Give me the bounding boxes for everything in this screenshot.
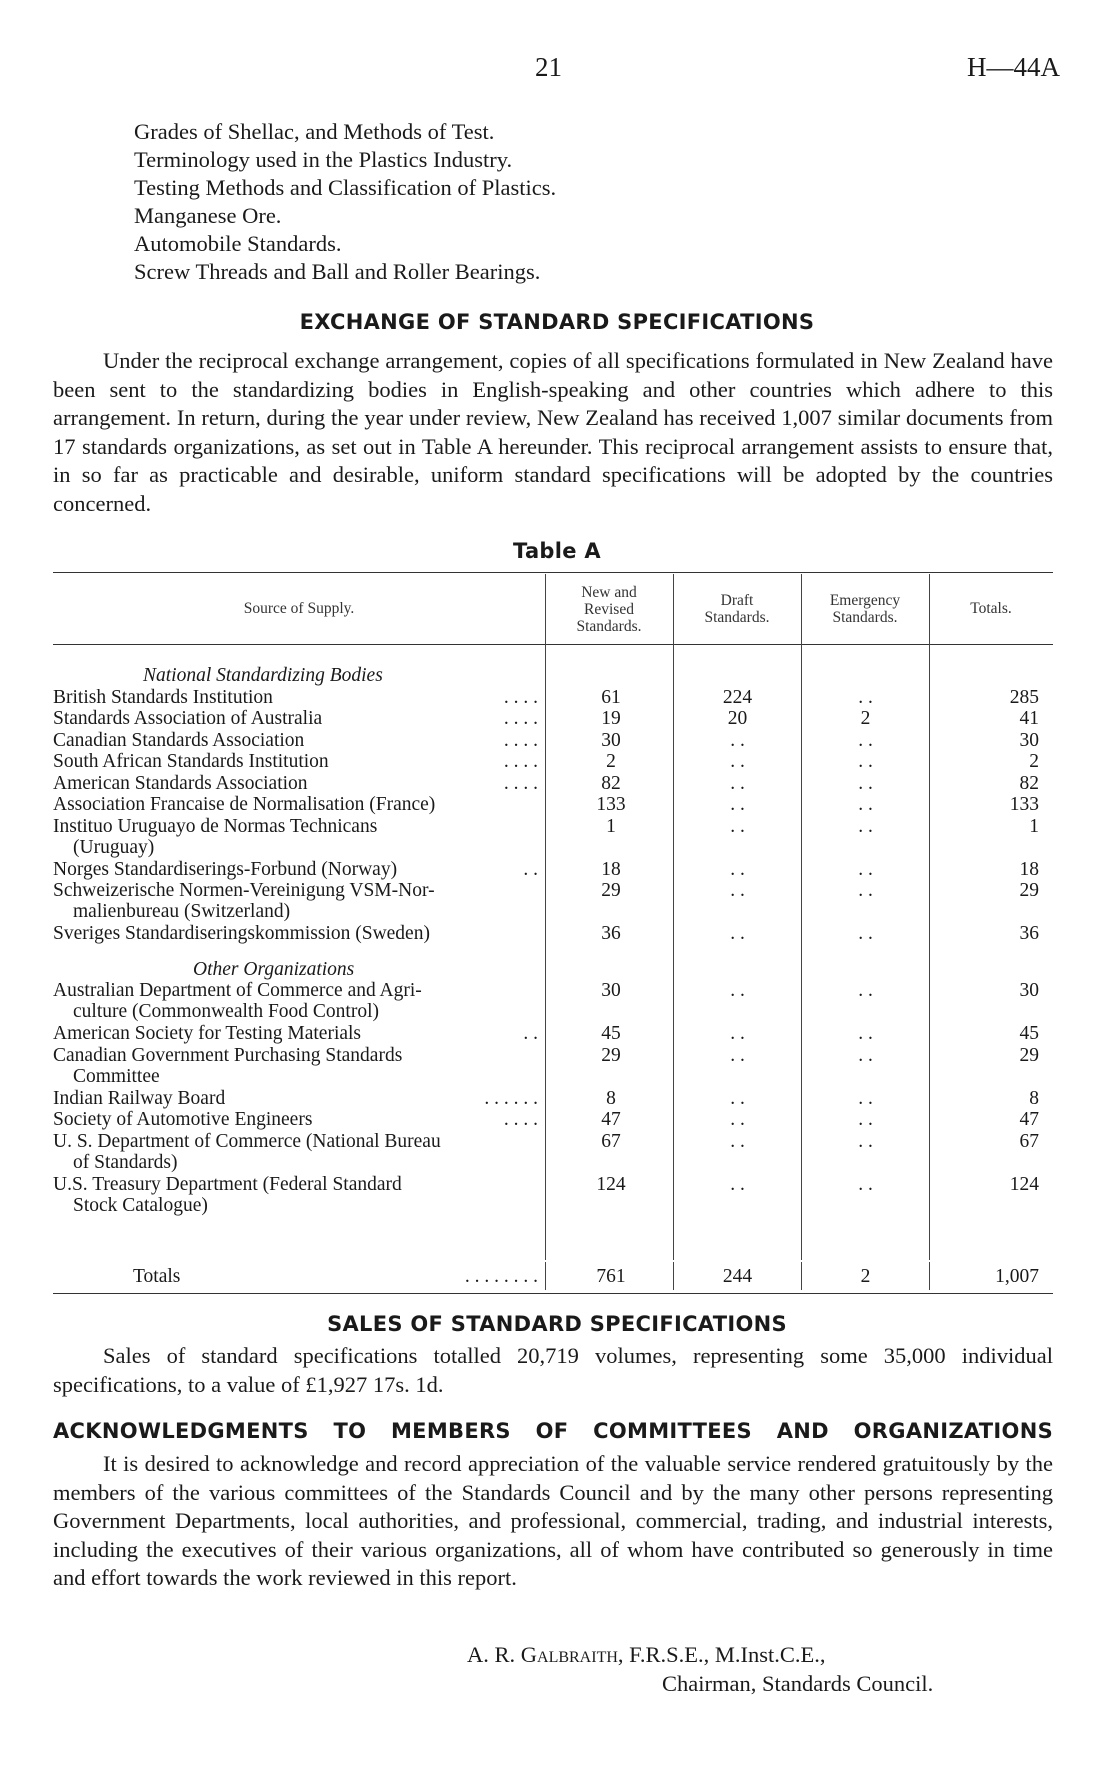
table-a-title: Table A xyxy=(513,539,601,563)
cell-new-revised: 29 xyxy=(601,880,621,901)
source-line xyxy=(53,1045,538,1066)
cell-draft: . . xyxy=(730,815,745,837)
column-divider xyxy=(545,1262,546,1290)
source-line xyxy=(53,980,538,1001)
cell-new-revised: 36 xyxy=(601,923,621,944)
cell-emergency: . . xyxy=(858,980,873,1001)
cell-emergency: 2 xyxy=(860,708,871,729)
source-line xyxy=(53,687,538,708)
cell-new-revised: 82 xyxy=(601,772,621,794)
topic-item: Terminology used in the Plastics Industry. xyxy=(134,147,513,172)
total-emergency: 2 xyxy=(860,1266,871,1287)
sales-heading: SALES OF STANDARD SPECIFICATIONS xyxy=(327,1312,787,1336)
cell-new-revised: 133 xyxy=(596,794,626,815)
source-line xyxy=(53,1195,538,1216)
source-text: (Uruguay) xyxy=(73,836,155,858)
source-line xyxy=(53,1109,538,1130)
leader-dots: . . . . xyxy=(500,1109,538,1130)
table-header-rule xyxy=(53,644,1053,645)
cell-new-revised: 1 xyxy=(606,815,616,837)
cell-new-revised: 2 xyxy=(606,751,616,772)
source-line xyxy=(53,794,538,815)
source-line xyxy=(53,859,538,880)
source-line xyxy=(53,816,538,837)
source-line xyxy=(53,1152,538,1173)
header-line: Standards. xyxy=(832,609,898,626)
cell-new-revised: 67 xyxy=(601,1130,621,1152)
source-line xyxy=(53,1066,538,1087)
source-text: malienbureau (Switzerland) xyxy=(73,901,291,922)
leader-dots: . . . . xyxy=(500,773,538,794)
header-line: New and xyxy=(581,584,637,601)
page-number: 21 xyxy=(535,52,562,82)
row-source xyxy=(53,794,538,815)
leader-dots: . . . . xyxy=(500,708,538,729)
cell-total: 41 xyxy=(1019,708,1039,729)
cell-total: 47 xyxy=(1019,1109,1039,1130)
cell-new-revised: 45 xyxy=(601,1023,621,1044)
cell-total: 1 xyxy=(1029,815,1039,837)
source-text: U. S. Department of Commerce (National Bureau xyxy=(53,1130,441,1152)
topic-item: Grades of Shellac, and Methods of Test. xyxy=(134,119,495,144)
cell-new-revised: 61 xyxy=(601,686,621,708)
cell-total: 18 xyxy=(1019,858,1039,880)
cell-emergency: . . xyxy=(858,880,873,901)
cell-draft: . . xyxy=(730,729,745,751)
cell-emergency: . . xyxy=(858,815,873,837)
cell-emergency: . . xyxy=(858,923,873,944)
signature-surname: Galbraith xyxy=(520,1642,618,1667)
cell-emergency: . . xyxy=(858,858,873,880)
cell-emergency: . . xyxy=(858,686,873,708)
source-line xyxy=(53,773,538,794)
page-header xyxy=(0,52,1114,88)
cell-draft: . . xyxy=(730,772,745,794)
cell-new-revised: 30 xyxy=(601,980,621,1001)
cell-emergency: . . xyxy=(858,1044,873,1066)
header-line: Standards. xyxy=(704,609,770,626)
column-header-draft xyxy=(673,592,801,626)
column-divider xyxy=(801,1262,802,1290)
row-source xyxy=(53,1174,538,1216)
source-text: Sveriges Standardiseringskommission (Sweden) xyxy=(53,923,430,944)
cell-emergency: . . xyxy=(858,1109,873,1130)
table-group-title: National Standardizing Bodies xyxy=(143,665,383,686)
leader-dots: . . . . . . . . xyxy=(461,1266,538,1287)
cell-emergency: . . xyxy=(858,729,873,751)
source-line xyxy=(53,1001,538,1022)
header-line: Draft xyxy=(720,592,754,609)
column-header-emergency xyxy=(801,592,929,626)
row-source xyxy=(53,816,538,858)
row-source xyxy=(53,708,538,729)
source-text: Stock Catalogue) xyxy=(73,1194,208,1216)
grand-total: 1,007 xyxy=(995,1266,1039,1287)
header-line: Revised xyxy=(584,601,634,618)
column-divider xyxy=(673,1262,674,1290)
signature-initials: A. R. xyxy=(467,1642,516,1667)
cell-new-revised: 30 xyxy=(601,729,621,751)
column-divider xyxy=(929,1262,930,1290)
signature-qualifications: , F.R.S.E., M.Inst.C.E., xyxy=(617,1642,826,1667)
column-header-new-revised xyxy=(545,584,673,635)
leader-dots: . . xyxy=(519,859,538,880)
cell-total: 45 xyxy=(1019,1023,1039,1044)
source-text: American Standards Association xyxy=(53,772,308,794)
cell-draft: . . xyxy=(730,1044,745,1066)
cell-draft: . . xyxy=(730,880,745,901)
signature-title: Chairman, Standards Council. xyxy=(662,1671,934,1696)
leader-dots: . . xyxy=(519,1023,538,1044)
source-text: Standards Association of Australia xyxy=(53,708,323,729)
cell-total: 29 xyxy=(1019,1044,1039,1066)
acknowledgments-heading: ACKNOWLEDGMENTS TO MEMBERS OF COMMITTEES AND ORGANIZATIONS xyxy=(53,1419,1053,1443)
source-text: Australian Department of Commerce and Agri- xyxy=(53,980,422,1001)
topic-item: Manganese Ore. xyxy=(134,203,282,228)
sales-paragraph xyxy=(53,1342,1053,1399)
row-source xyxy=(53,1023,538,1044)
leader-dots: . . . . xyxy=(500,751,538,772)
cell-draft: . . xyxy=(730,794,745,815)
row-source xyxy=(53,687,538,708)
acknowledgments-body: It is desired to acknowledge and record appreciation of the valuable service rendered gratuitously by the members of the various committees of the Standards Council and by the many other persons representing Government Departments, local authorities, and professional, commercial, trading, and industrial interests, including the executives of their various organizations, all of whom have contributed so generously in time and effort towards the work reviewed in this report. xyxy=(53,1451,1053,1591)
row-source xyxy=(53,1266,538,1287)
row-source xyxy=(53,751,538,772)
cell-new-revised: 124 xyxy=(596,1173,626,1195)
source-text: Schweizerische Normen-Vereinigung VSM-Nor- xyxy=(53,880,435,901)
row-source xyxy=(53,1045,538,1087)
cell-draft: . . xyxy=(730,980,745,1001)
cell-new-revised: 8 xyxy=(606,1087,616,1109)
source-line xyxy=(53,1174,538,1195)
row-source xyxy=(53,923,538,944)
cell-total: 133 xyxy=(1009,794,1039,815)
cell-new-revised: 18 xyxy=(601,858,621,880)
column-divider xyxy=(545,574,546,1260)
column-divider xyxy=(673,574,674,1260)
signature-name-line xyxy=(467,1642,826,1668)
source-text: Instituo Uruguayo de Normas Technicans xyxy=(53,815,378,837)
exchange-heading: EXCHANGE OF STANDARD SPECIFICATIONS xyxy=(299,310,815,334)
header-line: Emergency xyxy=(829,592,901,609)
cell-new-revised: 29 xyxy=(601,1044,621,1066)
row-source xyxy=(53,1109,538,1130)
source-text: British Standards Institution xyxy=(53,686,273,708)
cell-total: 30 xyxy=(1019,980,1039,1001)
topic-item: Automobile Standards. xyxy=(134,231,342,256)
leader-dots: . . . . . . xyxy=(480,1088,538,1109)
cell-draft: 224 xyxy=(722,686,753,708)
column-divider xyxy=(929,574,930,1260)
leader-dots: . . . . xyxy=(500,687,538,708)
source-line xyxy=(53,730,538,751)
source-text: American Society for Testing Materials xyxy=(53,1023,362,1044)
cell-new-revised: 19 xyxy=(601,708,621,729)
acknowledgments-paragraph xyxy=(53,1450,1053,1593)
cell-total: 285 xyxy=(1009,686,1039,708)
source-text: Canadian Government Purchasing Standards xyxy=(53,1044,403,1066)
column-header-source: Source of Supply. xyxy=(243,600,355,617)
cell-emergency: . . xyxy=(858,794,873,815)
cell-total: 30 xyxy=(1019,729,1039,751)
source-text: Committee xyxy=(73,1065,160,1087)
column-divider xyxy=(801,574,802,1260)
row-source xyxy=(53,980,538,1022)
cell-emergency: . . xyxy=(858,1023,873,1044)
table-group-title: Other Organizations xyxy=(193,958,355,980)
table-top-rule xyxy=(53,572,1053,573)
cell-emergency: . . xyxy=(858,751,873,772)
source-line xyxy=(53,880,538,901)
column-header-totals: Totals. xyxy=(970,600,1012,617)
source-line xyxy=(53,708,538,729)
source-line xyxy=(53,1266,538,1287)
totals-label: Totals xyxy=(133,1266,181,1287)
leader-dots: . . . . xyxy=(500,730,538,751)
source-line xyxy=(53,1023,538,1044)
row-source xyxy=(53,859,538,880)
cell-draft: . . xyxy=(730,1023,745,1044)
topic-item: Testing Methods and Classification of Plastics. xyxy=(134,175,557,200)
cell-total: 82 xyxy=(1019,772,1039,794)
cell-draft: . . xyxy=(730,1109,745,1130)
cell-draft: . . xyxy=(730,751,745,772)
row-source xyxy=(53,880,538,922)
source-text: U.S. Treasury Department (Federal Standard xyxy=(53,1173,402,1195)
source-line xyxy=(53,901,538,922)
cell-emergency: . . xyxy=(858,772,873,794)
cell-total: 2 xyxy=(1029,751,1039,772)
total-draft: 244 xyxy=(722,1266,753,1287)
row-source xyxy=(53,1131,538,1173)
cell-draft: 20 xyxy=(727,708,748,729)
source-text: South African Standards Institution xyxy=(53,751,329,772)
source-line xyxy=(53,1131,538,1152)
source-line xyxy=(53,1088,538,1109)
total-new-revised: 761 xyxy=(596,1266,626,1287)
cell-total: 36 xyxy=(1019,923,1039,944)
row-source xyxy=(53,730,538,751)
cell-draft: . . xyxy=(730,858,745,880)
row-source xyxy=(53,773,538,794)
cell-total: 29 xyxy=(1019,880,1039,901)
table-bottom-rule xyxy=(53,1293,1053,1294)
sales-body: Sales of standard specifications totalled 20,719 volumes, representing some 35,000 individual specifications, to a value of £1,927 17s. 1d. xyxy=(53,1343,1053,1397)
row-source xyxy=(53,1088,538,1109)
cell-total: 124 xyxy=(1009,1173,1039,1195)
source-text: culture (Commonwealth Food Control) xyxy=(73,1001,380,1022)
exchange-body: Under the reciprocal exchange arrangement, copies of all specifications formulated in New Zealand have been sent to the standardizing bodies in English-speaking and other countries which adhere to this arrangement. In return, during the year under review, New Zealand has received 1,007 similar documents from 17 standards organizations, as set out in Table A hereunder. This reciprocal arrangement assists to ensure that, in so far as practicable and desirable, uniform standard specifications will be adopted by the countries concerned. xyxy=(53,348,1053,516)
table-a xyxy=(53,572,1053,1294)
source-text: Association Francaise de Normalisation (France) xyxy=(53,794,436,815)
cell-new-revised: 47 xyxy=(601,1109,621,1130)
cell-total: 67 xyxy=(1019,1130,1039,1152)
cell-total: 8 xyxy=(1029,1087,1039,1109)
source-text: Indian Railway Board xyxy=(53,1087,226,1109)
source-line xyxy=(53,837,538,858)
header-line: Standards. xyxy=(576,618,642,635)
cell-draft: . . xyxy=(730,1087,745,1109)
document-code: H—44A xyxy=(967,52,1060,82)
cell-draft: . . xyxy=(730,923,745,944)
cell-emergency: . . xyxy=(858,1130,873,1152)
source-line xyxy=(53,923,538,944)
source-text: Norges Standardiserings-Forbund (Norway) xyxy=(53,858,398,880)
source-text: Canadian Standards Association xyxy=(53,729,305,751)
source-line xyxy=(53,751,538,772)
cell-emergency: . . xyxy=(858,1173,873,1195)
cell-draft: . . xyxy=(730,1130,745,1152)
source-text: of Standards) xyxy=(73,1151,178,1173)
topic-list xyxy=(134,118,556,286)
topic-item: Screw Threads and Ball and Roller Bearings. xyxy=(134,259,541,284)
exchange-paragraph xyxy=(53,347,1053,519)
cell-draft: . . xyxy=(730,1173,745,1195)
source-text: Society of Automotive Engineers xyxy=(53,1109,313,1130)
cell-emergency: . . xyxy=(858,1087,873,1109)
